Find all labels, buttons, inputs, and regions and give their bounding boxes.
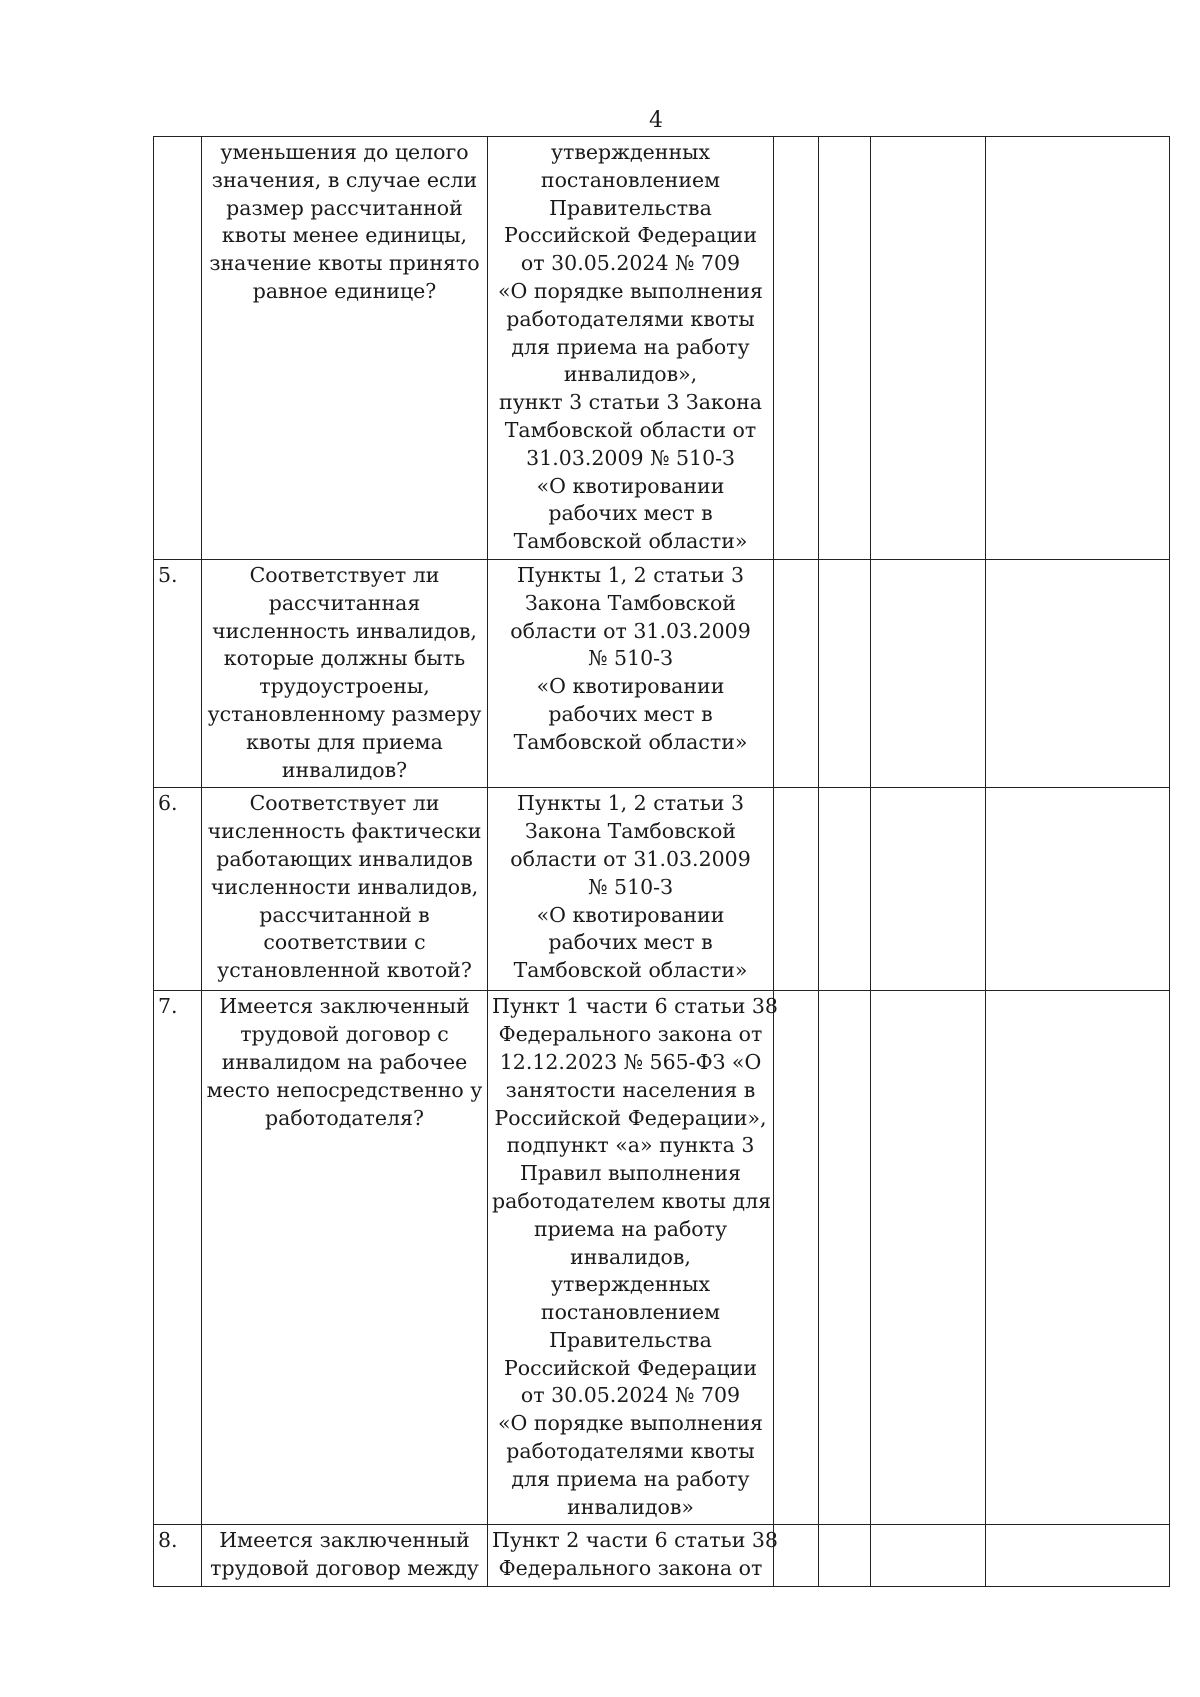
reference-line: Пункты 1, 2 статьи 3	[517, 562, 744, 587]
answer-not-applicable-cell	[871, 137, 986, 560]
reference-line: приема на работу	[533, 1216, 728, 1241]
reference-line: Правительства	[549, 195, 712, 220]
reference-line: № 510-З	[588, 646, 673, 671]
question-line: квоты для приема	[246, 729, 443, 754]
question-line: рассчитанной в	[259, 902, 430, 927]
question-line: трудовой договор между	[210, 1556, 479, 1581]
note-cell	[986, 788, 1170, 991]
reference-line: Федерального закона от	[498, 1022, 763, 1047]
reference-line: Российской Федерации	[504, 1355, 757, 1380]
question-line: инвалидов?	[281, 757, 408, 782]
question-line: равное единице?	[252, 278, 437, 303]
answer-not-applicable-cell	[871, 991, 986, 1525]
reference-line: Тамбовской области»	[513, 529, 748, 554]
answer-no-cell	[819, 559, 871, 787]
question-cell	[202, 991, 488, 1525]
legal-reference-cell	[488, 1525, 778, 1587]
row-number-cell: 6.	[154, 788, 202, 991]
question-line: соответствии с	[263, 930, 426, 955]
question-line: работодателя?	[265, 1105, 424, 1130]
table-row	[154, 559, 1170, 787]
question-line: численность инвалидов,	[212, 618, 477, 643]
reference-line: для приема на работу	[511, 1466, 750, 1491]
reference-line: «О квотировании	[536, 473, 725, 498]
row-number-cell: 5.	[154, 559, 202, 787]
reference-line: Тамбовской области от	[504, 417, 757, 442]
note-cell	[986, 1525, 1170, 1587]
reference-line: области от 31.03.2009	[510, 846, 751, 871]
question-line: размер рассчитанной	[226, 195, 463, 220]
question-line: Имеется заключенный	[219, 994, 470, 1019]
question-cell	[202, 137, 488, 560]
question-line: трудовой договор с	[240, 1022, 449, 1047]
question-line: Соответствует ли	[249, 562, 440, 587]
row-number-cell	[154, 137, 202, 560]
question-line: рассчитанная	[268, 590, 421, 615]
answer-not-applicable-cell	[871, 1525, 986, 1587]
question-line: трудоустроены,	[259, 674, 430, 699]
question-cell	[202, 788, 488, 991]
answer-no-cell	[819, 788, 871, 991]
question-cell	[202, 559, 488, 787]
reference-line: Тамбовской области»	[513, 729, 748, 754]
page-number: 4	[649, 108, 663, 133]
reference-line: инвалидов»	[567, 1494, 694, 1519]
question-line: работающих инвалидов	[216, 846, 473, 871]
table-row	[154, 1525, 1170, 1587]
reference-line: «О порядке выполнения	[498, 1411, 763, 1436]
reference-line: рабочих мест в	[548, 930, 713, 955]
reference-line: «О порядке выполнения	[498, 278, 763, 303]
reference-line: Федерального закона от	[498, 1556, 763, 1581]
reference-line: подпункт «а» пункта 3	[506, 1133, 755, 1158]
reference-line: Правил выполнения	[520, 1161, 741, 1186]
question-line: которые должны быть	[223, 646, 466, 671]
reference-line: Правительства	[549, 1327, 712, 1352]
answer-not-applicable-cell	[871, 788, 986, 991]
reference-line: № 510-З	[588, 874, 673, 899]
reference-line: пункт 3 статьи 3 Закона	[499, 390, 762, 415]
reference-line: Пункты 1, 2 статьи 3	[517, 791, 744, 816]
table-row	[154, 137, 1170, 560]
answer-not-applicable-cell	[871, 559, 986, 787]
legal-reference-cell	[488, 559, 774, 787]
checklist-table-body	[154, 137, 1170, 1587]
reference-line: утвержденных	[550, 140, 710, 164]
reference-line: утвержденных	[550, 1272, 710, 1297]
legal-reference-cell	[488, 137, 774, 560]
question-line: значения, в случае если	[211, 167, 478, 192]
question-line: Имеется заключенный	[219, 1528, 470, 1553]
reference-line: «О квотировании	[536, 902, 725, 927]
row-number-cell: 7.	[154, 991, 202, 1525]
reference-line: работодателем квоты для	[492, 1188, 772, 1213]
reference-line: Закона Тамбовской	[525, 819, 736, 844]
question-line: численности инвалидов,	[210, 874, 479, 899]
table-row	[154, 788, 1170, 991]
question-line: установленному размеру	[207, 701, 482, 726]
answer-yes-cell	[774, 788, 819, 991]
reference-line: области от 31.03.2009	[510, 618, 751, 643]
question-line: Соответствует ли	[249, 791, 440, 816]
question-line: установленной квотой?	[217, 958, 472, 983]
reference-line: 31.03.2009 № 510-З	[526, 445, 735, 470]
reference-line: Пункт 1 части 6 статьи 38	[492, 994, 778, 1019]
legal-reference-cell	[488, 788, 774, 991]
question-line: значение квоты принято	[209, 251, 480, 276]
note-cell	[986, 991, 1170, 1525]
row-number-cell: 8.	[154, 1525, 202, 1587]
question-line: численность фактически	[207, 819, 482, 844]
reference-line: Пункт 2 части 6 статьи 38	[492, 1528, 778, 1553]
reference-line: постановлением	[540, 167, 721, 192]
reference-line: работодателями квоты	[506, 1439, 755, 1464]
reference-line: Российской Федерации	[504, 223, 757, 248]
checklist-table	[153, 136, 1170, 1587]
answer-yes-cell	[774, 559, 819, 787]
question-line: уменьшения до целого	[220, 140, 469, 164]
answer-no-cell	[819, 991, 871, 1525]
reference-line: работодателями квоты	[506, 306, 755, 331]
reference-line: инвалидов,	[570, 1244, 691, 1269]
answer-yes-cell	[774, 137, 819, 560]
reference-line: Закона Тамбовской	[525, 590, 736, 615]
note-cell	[986, 559, 1170, 787]
answer-no-cell	[819, 137, 871, 560]
note-cell	[986, 137, 1170, 560]
reference-line: занятости населения в	[505, 1077, 756, 1102]
reference-line: от 30.05.2024 № 709	[520, 1383, 741, 1408]
reference-line: «О квотировании	[536, 674, 725, 699]
reference-line: рабочих мест в	[548, 701, 713, 726]
question-line: квоты менее единицы,	[221, 223, 468, 248]
answer-yes-cell	[774, 991, 819, 1525]
table-row	[154, 991, 1170, 1525]
reference-line: рабочих мест в	[548, 501, 713, 526]
question-cell	[202, 1525, 488, 1587]
reference-line: для приема на работу	[511, 334, 750, 359]
question-line: место непосредственно у	[206, 1077, 483, 1102]
reference-line: инвалидов»,	[563, 362, 698, 387]
reference-line: от 30.05.2024 № 709	[520, 251, 741, 276]
reference-line: постановлением	[540, 1300, 721, 1325]
legal-reference-cell	[488, 991, 778, 1525]
reference-line: Тамбовской области»	[513, 958, 748, 983]
question-line: инвалидом на рабочее	[221, 1049, 468, 1074]
reference-line: 12.12.2023 № 565-ФЗ «О	[499, 1049, 762, 1074]
answer-yes-cell	[774, 1525, 819, 1587]
reference-line: Российской Федерации»,	[494, 1105, 767, 1130]
answer-no-cell	[819, 1525, 871, 1587]
